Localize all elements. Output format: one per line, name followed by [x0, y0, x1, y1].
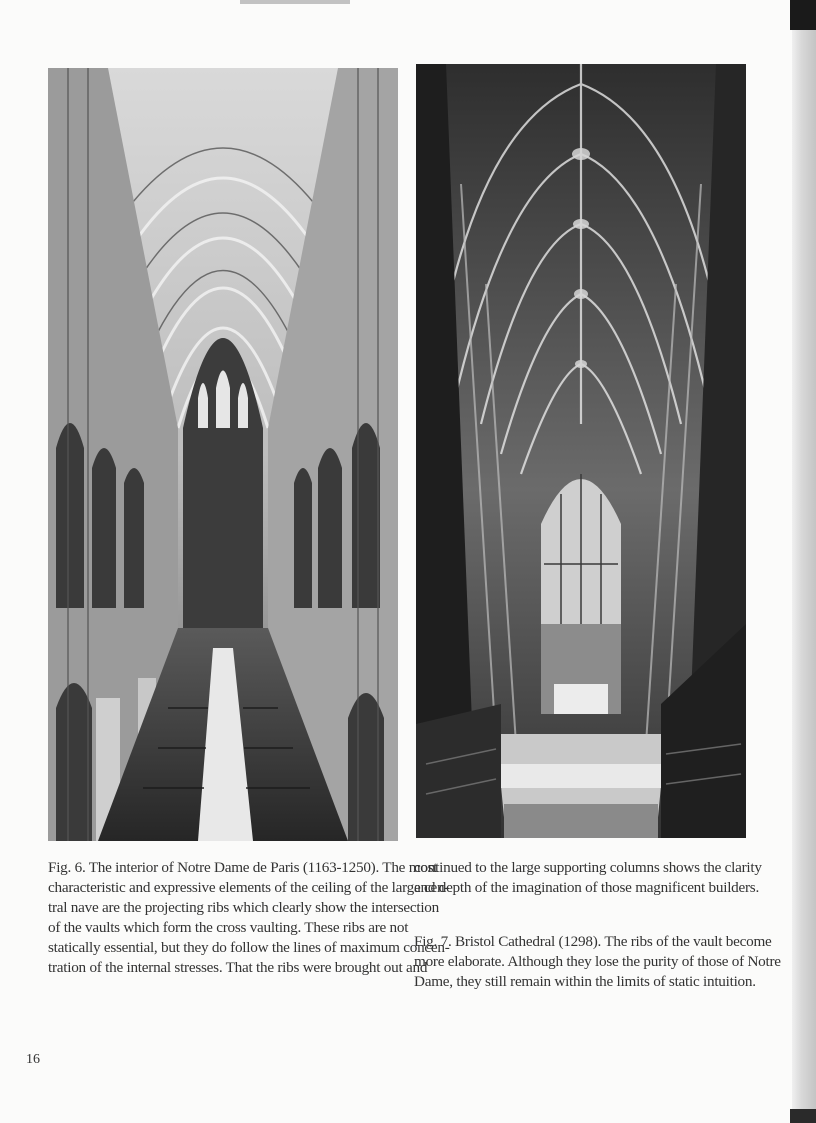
- caption-line: characteristic and expressive elements of the ceiling of the large cen-: [48, 879, 450, 896]
- caption-line: and depth of the imagination of those magnificent builders.: [414, 879, 760, 896]
- figure-6-caption: [48, 858, 450, 978]
- scan-edge-top: [790, 0, 816, 30]
- caption-line: of the vaults which form the cross vaulting. These ribs are not: [48, 919, 409, 936]
- figure-6-photo: [48, 68, 398, 841]
- caption-line: Dame, they still remain within the limits of static intuition.: [414, 973, 756, 990]
- figure-7-photo: [416, 64, 746, 838]
- caption-line: continued to the large supporting columns shows the clarity: [414, 859, 762, 876]
- caption-line: more elaborate. Although they lose the purity of those of Notre: [414, 953, 781, 970]
- page-number: 16: [26, 1052, 40, 1067]
- caption-line: statically essential, but they do follow the lines of maximum concen-: [48, 939, 450, 956]
- caption-line: tral nave are the projecting ribs which clearly show the intersection: [48, 899, 439, 916]
- figure-7-caption: [414, 932, 781, 992]
- scan-edge-bottom: [790, 1109, 816, 1123]
- bristol-cathedral-illustration: [416, 64, 746, 838]
- caption-line: Fig. 7. Bristol Cathedral (1298). The ribs of the vault become: [414, 933, 772, 950]
- page-edge: [792, 0, 816, 1123]
- notre-dame-nave-illustration: [48, 68, 398, 841]
- figure-6-caption-continued: [414, 858, 762, 898]
- caption-line: Fig. 6. The interior of Notre Dame de Paris (1163-1250). The most: [48, 859, 438, 876]
- scan-artifact: [240, 0, 350, 4]
- caption-line: tration of the internal stresses. That the ribs were brought out and: [48, 959, 428, 976]
